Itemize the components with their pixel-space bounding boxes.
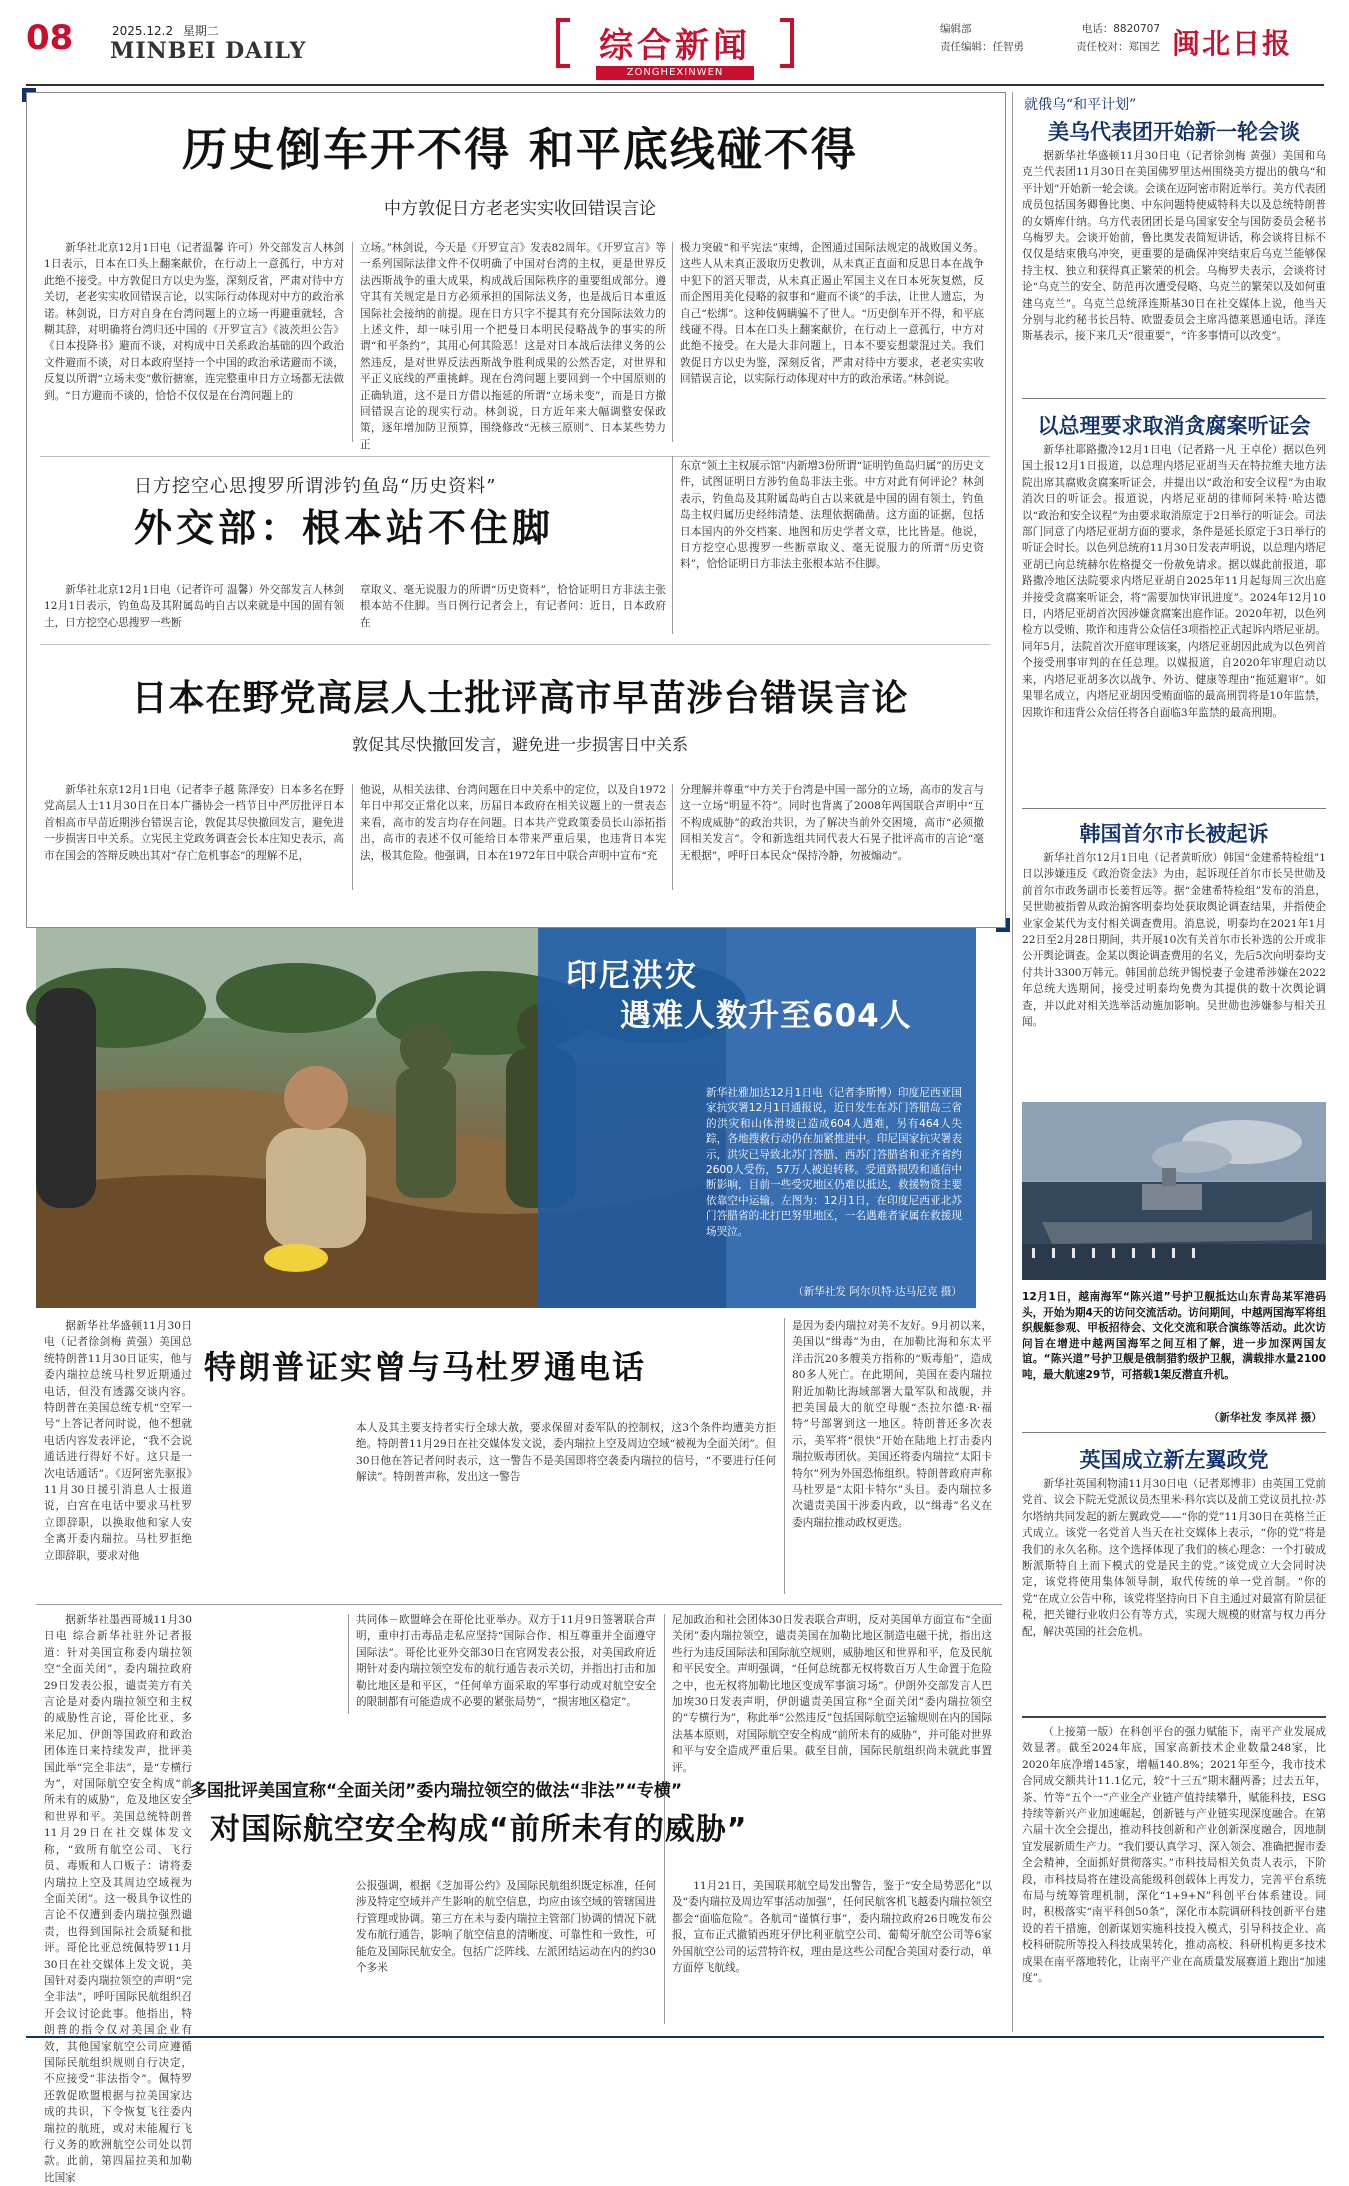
r3-body	[1022, 850, 1326, 1096]
r4-bottom-rule	[1022, 1716, 1326, 1718]
article1-col3	[680, 240, 984, 448]
article4-col3	[792, 1318, 992, 1596]
article2-col1-text: 新华社北京12月1日电（记者许可 温馨）外交部发言人林剑12月1日表示，钓鱼岛及其附属岛屿自古以来就是中国的固有领土，日方挖空心思搜罗一些断	[44, 584, 344, 629]
article2-col2	[360, 582, 666, 632]
warship-credit: （新华社发 李凤祥 摄）	[1208, 1412, 1322, 1424]
r3-body-text: 新华社首尔12月1日电（记者黄昕欣）韩国“金建希特检组”1日以涉嫌违反《政治资金法》为由，起诉现任首尔市长吴世勋及前首尔市政务副市长姜哲远等。据“金建希特检组”发布的消息，吴世勋被指曾从政治掮客明泰均处获取舆论调查结果，并指使企业家金某代为支付相关调查费用。消息说，明泰均在2021年1月22日至2月28日期间，共开展10次有关首尔市长补选的公开或非公开舆论调查。金某以舆论调查费用的名义，先后5次向明泰均支付共计3300万韩元。韩国前总统尹锡悦妻子金建希涉嫌在2022年总统大选期间，接受过明泰均免费为其提供的数十次舆论调查，并以此对相关选举活动施加影响。吴世勋也涉嫌参与相关丑闻。	[1022, 852, 1326, 1029]
article2-kicker: 日方挖空心思搜罗所谓涉钓鱼岛“历史资料”	[134, 476, 497, 497]
article1-col-divider-2	[672, 242, 673, 442]
article2-col-divider	[672, 456, 673, 634]
article5-col-divider-1	[348, 1614, 349, 1714]
article1-col1-text: 新华社北京12月1日电（记者温馨 许可）外交部发言人林剑1日表示，日本在口头上翻案献价，在行动上一意孤行，中方对此绝不接受。中方敦促日方以史为鉴，深刻反省，严肃对待中方关切，老老实实收回错误言论，以实际行动体现对中方的政治承诺。林剑说，日方对自身在台湾问题上的立场一再避重就轻，含糊其辞，对明确将台湾归还中国的《开罗宣言》《波茨坦公告》《日本投降书》避而不谈，对构成中日关系政治基础的四个政治文件避而不谈，对日本政府坚持一个中国的政治承诺避而不谈，反复以所谓“立场未变”敷衍搪塞，连完整重申日方立场都无法做到。“日方避而不谈的，恰恰不仅仅是在台湾问题上的	[44, 242, 344, 402]
page-bottom-rule	[26, 2036, 1324, 2038]
r1-body	[1022, 148, 1326, 412]
flood-caption-text: 新华社雅加达12月1日电（记者李斯博）印度尼西亚国家抗灾署12月1日通报说，近日发生在苏门答腊岛三省的洪灾和山体滑坡已造成604人遇难，另有464人失踪，各地搜救行动仍在加紧推进中。印尼国家抗灾署表示，洪灾已导致北苏门答腊、西苏门答腊省和亚齐省约2600人受伤，57万人被迫转移。受道路损毁和通信中断影响，目前一些受灾地区仍难以抵达，救援物资主要依靠空中运输。左图为：12月1日，在印度尼西亚北苏门答腊省的北打巴努里地区，一名遇难者家属在救援现场哭泣。	[706, 1087, 962, 1238]
section-bracket-left	[556, 18, 570, 68]
section-title: 综合新闻	[599, 26, 751, 66]
flood-credit: （新华社发 阿尔贝特·达马尼克 摄）	[792, 1286, 962, 1298]
warship-caption	[1022, 1290, 1326, 1408]
article1-headline: 历史倒车开不得 和平底线碰不得	[182, 123, 858, 176]
left-frame-corner-br	[996, 918, 1010, 932]
header-date	[112, 22, 219, 39]
left-frame-corner-tl	[22, 88, 36, 102]
article3-col2	[360, 782, 666, 894]
article3-col2-text: 他说，从相关法律、台湾问题在日中关系中的定位，以及自1972年日中邦交正常化以来，历届日本政府在相关议题上的一贯表态来看，高市的发言均存在问题。日本共产党政策委员长山添拓指出，高市的表述不仅可能给日本带来严重后果，也违背日本宪法，极其危险。他强调，日本在1972年日中联合声明中宣布“充	[360, 784, 666, 862]
r3-headline: 韩国首尔市长被起诉	[1079, 821, 1269, 846]
article5-kicker: 多国批评美国宣称“全面关闭”委内瑞拉领空的做法“非法”“专横”	[190, 1781, 683, 1801]
r4-headline: 英国成立新左翼政党	[1079, 1447, 1269, 1472]
article1-col1	[44, 240, 344, 448]
page-number: 08	[26, 18, 74, 58]
article3-headline: 日本在野党高层人士批评高市早苗涉台错误言论	[131, 678, 909, 719]
weekday-text: 星期二	[182, 24, 219, 38]
flood-title-line1: 印尼洪灾	[566, 958, 698, 994]
article4-bottom-rule	[36, 1604, 1002, 1605]
header-divider	[26, 84, 1324, 86]
r2-body	[1022, 442, 1326, 798]
article5-col5	[672, 1878, 992, 2026]
proofreader-label: 责任校对：郑国艺	[1076, 41, 1160, 53]
article5-headline: 对国际航空安全构成“前所未有的威胁”	[210, 1812, 748, 1847]
warship-photo	[1022, 1102, 1326, 1280]
article2-bottom-rule	[40, 644, 990, 645]
masthead-logo: 闽北日报	[1172, 27, 1293, 60]
section-bracket-right	[780, 18, 794, 68]
date-text: 2025.12.2	[112, 24, 174, 38]
article5-col1-text: 据新华社墨西哥城11月30日电 综合新华社驻外记者报道：针对美国宣称委内瑞拉领空“全面关闭”，委内瑞拉政府29日发表公报，谴责美方有关言论是对委内瑞拉领空和主权的威胁性言论，哥伦比亚、多米尼加、伊朗等国政府和政治团体连日来持续发声，批评美国此举“完全非法”，是“专横行为”，对国际航空安全构成“前所未有的威胁”，危及地区安全和世界和平。美国总统特朗普11月29日在社交媒体发文称，“致所有航空公司、飞行员、毒贩和人口贩子：请将委内瑞拉上空及其周边空域视为全面关闭”。这一极具争议性的言论不仅遭到委内瑞拉强烈谴责，也得到国际社会质疑和批评。哥伦比亚总统佩特罗11月30日在社交媒体上发文说，美国针对委内瑞拉领空的声明“完全非法”，呼吁国际民航组织召开会议讨论此事。他指出，特朗普的指令仅对美国企业有效，其他国家航空公司应遵循国际民航组织规则自行决定，不应接受“非法指令”。佩特罗还敦促欧盟根据与拉美国家达成的共识，下令恢复飞往委内瑞拉的航班，或对未能履行飞行义务的欧洲航空公司处以罚款。此前，第四届拉美和加勒比国家	[44, 1614, 192, 2184]
r1-body-text: 据新华社华盛顿11月30日电（记者徐剑梅 黄强）美国和乌克兰代表团11月30日在美国佛罗里达州围绕美方提出的俄乌“和平计划”开始新一轮会谈。会谈在迈阿密市附近举行。美方代表团成员包括国务卿鲁比奥、中东问题特使威特科夫以及总统特朗普的女婿库什纳。乌方代表团团长是乌国家安全与国防委员会秘书乌梅罗夫。会谈开始前，鲁比奥发表简短讲话，称会谈将目标不仅仅是结束俄乌冲突，更重要的是确保冲突结束后乌克兰能够保持主权、独立和获得真正繁荣的机会。乌梅罗夫表示，会谈将讨论“乌克兰的安全、防范再次遭受侵略、乌克兰的繁荣以及如何重建乌克兰”。乌克兰总统泽连斯基30日在社交媒体上说，他当天分别与北约秘书长吕特、欧盟委员会主席冯德莱恩通电话。泽连斯基表示，接下来几天“很重要”，“许多事情可以改变”。	[1022, 150, 1326, 343]
article4-headline: 特朗普证实曾与马杜罗通电话	[204, 1348, 647, 1386]
article3-col-divider-2	[672, 784, 673, 890]
article1-col2-text: 立场。”林剑说，今天是《开罗宣言》发表82周年。《开罗宣言》等一系列国际法律文件不仅明确了中国对台湾的主权，更是世界反法西斯战争的重大成果，构成战后国际秩序的重要组成部分。遵守其有关规定是日方必须承担的国际法义务，也是战后日本重返国际社会接纳的前提。现在日方只字不提其有充分国际法效力的上述文件，却一味引用一个把曼日本明民侵略战争的事实的所谓“和平条约”，其用心何其险恶！这是对日本战后法律义务的公然违反，是对世界反法西斯战争胜利成果的公然否定，对世界和平正义底线的严重挑衅。现在台湾问题上要回到一个中国原则的正确轨道，这不是日方借以拖延的所谓“立场未变”，而是日方撤回错误言论的现实行动。林剑说，日方近年来大幅调整安保政策，逐年增加防卫预算，围绕修改“无核三原则”、日本某些势力正	[360, 242, 666, 451]
article2-col1	[44, 582, 344, 632]
r1-bottom-rule	[1022, 398, 1326, 399]
phone-label: 电话：8820707	[1081, 23, 1160, 35]
article2-col3-text: 东京“领土主权展示馆”内新增3份所谓“证明钓鱼岛归属”的历史文件，试图证明日方涉钓鱼岛非法主张。中方对此有何评论？林剑表示，钓鱼岛及其附属岛屿自古以来就是中国的固有领土，钓鱼岛主权归属历史经纬清楚、法理依据确凿。这方面的证据，包括日本国内的外交档案、地图和历史学者文章，比比皆是。他说，日方挖空心思搜罗一些断章取义、毫无说服力的所谓“历史资料”，恰恰证明日方非法主张根本站不住脚。	[680, 460, 984, 571]
r4-body-text: 新华社英国利物浦11月30日电（记者郑博非）由英国工党前党首、议会下院无党派议员杰里米·科尔宾以及前工党议员扎拉·苏尔塔纳共同发起的新左翼政党——“你的党”11月30日在英格兰正式成立。该党一名党首人当天在社交媒体上表示，“你的党”将是我们的永久名称。这个选择体现了我们的核心理念：一个打破成断派斯特自上而下模式的党是民主的党。”该党成立大会同时决定，该党将使用集体领导制，取代传统的单一党首制。“你的党”在成立公告中称，该党将坚持向日下自主通过对最富有阶层征税，把关键行业收归公有等方式，实现大规模的财富与权力再分配，解决英国的社会危机。	[1022, 1478, 1326, 1638]
article5-col2	[356, 1612, 656, 1728]
article5-col5-text: 11月21日，美国联邦航空局发出警告，鉴于“安全局势恶化”以及“委内瑞拉及周边军事活动加强”，任何民航客机飞越委内瑞拉领空都会“面临危险”。各航司“谨慎行事”，委内瑞拉政府26日晚发布公报，宣布正式撤销西班牙伊比利亚航空公司、葡萄牙航空公司等6家外国航空公司的运营特许权，理由是这些公司配合美国对委行动，单方面停飞航线。	[672, 1880, 992, 1975]
article3-col1	[44, 782, 344, 894]
article4-col-divider	[784, 1318, 785, 1594]
article5-col2-text: 共同体－欧盟峰会在哥伦比亚举办。双方于11月9日签署联合声明，重申打击毒品走私应坚持“国际合作、相互尊重并全面遵守国际法”。哥伦比亚外交部30日在官网发表公报，对美国政府近期针对委内瑞拉领空发布的航行通告表示关切，并指出打击和加勒比地区是和平区，“任何单方面采取的军事行动或对航空安全的限制都有可能造成不必要的紧张局势”，“损害地区稳定”。	[356, 1614, 656, 1709]
paper-english-name: MINBEI DAILY	[110, 38, 307, 64]
r2-body-text: 新华社耶路撒冷12月1日电（记者路一凡 王卓伦）据以色列国土报12月1日报道，以总理内塔尼亚胡当天在特拉维夫地方法院出席其腐败贪腐案听证会，并提出以“政治和安全议程”为由取消次日的听证会。报道说，内塔尼亚胡的律师阿米特·哈达德以“政治和安全议程”为由要求取消原定于2日举行的听证会。司法部门同意了内塔尼亚胡方面的要求，条件是延长原定于3日举行的听证会时长。以色列总统府11月30日发表声明说，以总理内塔尼亚胡已向总统赫尔佐格提交一份赦免请求。据以媒此前报道，耶路撒冷地区法院要求内塔尼亚胡自2025年11月起每周三次出庭并接受贪腐案听证会，将“需要加快审讯进度”。2024年12月10日，内塔尼亚胡首次因涉嫌贪腐案出庭作证。2020年初，以色列检方以受贿、欺诈和违背公众信任3项指控正式起诉内塔尼亚胡。同年5月，法院首次开庭审理该案，内塔尼亚胡因此成为以色列首个接受刑事审判的在任总理。以媒报道，自2020年审理启动以来，内塔尼亚胡多次以战争、外访、健康等理由“拖延避审”。如果罪名成立，内塔尼亚胡因受贿面临的最高刑罚将是10年监禁，因欺诈和违背公众信任将各自面临3年监禁的最高刑期。	[1022, 444, 1326, 719]
flood-title-line2: 遇难人数升至604人	[620, 998, 912, 1034]
article2-col3	[680, 458, 984, 634]
article4-col2-text: 本人及其主要支持者实行全球大赦，要求保留对委军队的控制权，这3个条件均遭美方拒绝。特朗普11月29日在社交媒体发文说，委内瑞拉上空及周边空域“被视为全面关闭”。但30日他在答记者问时表示，这一警告不是美国即将空袭委内瑞拉的信号，“不要进行任何解读”。特朗普声称，发出这一警告	[356, 1422, 776, 1484]
warship-illustration	[1022, 1102, 1326, 1280]
r2-bottom-rule	[1022, 808, 1326, 809]
article3-col1-text: 新华社东京12月1日电（记者李子越 陈泽安）日本多名在野党高层人士11月30日在日本广播协会一档节目中严厉批评日本首相高市早苗近期涉台错误言论，敦促其尽快撤回发言，避免进一步损害日中关系。立宪民主党政务调查会长本庄知史表示，高市在国会的答辩反映出其对“存亡危机事态”的理解不足，	[44, 784, 344, 862]
article3-col3	[680, 782, 984, 894]
article4-col3-text: 是因为委内瑞拉对美不友好。9月初以来，美国以“缉毒”为由，在加勒比海和东太平洋击沉20多艘美方指称的“贩毒船”，造成80多人死亡。在此期间，美国在委内瑞拉附近加勒比海域部署大量军队和战舰，并把美国最大的航空母舰“杰拉尔德·R·福特”号部署到这一地区。特朗普还多次表示，美军将“很快”开始在陆地上打击委内瑞拉贩毒团伙。美国还将委内瑞拉“太阳卡特尔”列为外国恐怖组织。特朗普政府声称马杜罗是“太阳卡特尔”头目。委内瑞拉多次谴责美国干涉委内政，以“缉毒”名义在委内瑞拉推动政权更迭。	[792, 1320, 992, 1529]
article4-col2	[356, 1420, 776, 1596]
r5-body-text: （上接第一版）在科创平台的强力赋能下，南平产业发展成效显著。截至2024年底，国家高新技术企业数量248家，比2020年底净增145家，增幅140.8%；2021年至今，我市技术合同成交额共计11.1亿元，较“十三五”期末翻两番；过去五年，茶、竹等“五个一”产业全产业链产值持续攀升，赋能科技，ESG持续等新兴产业加速崛起，创新链与产业链实现深度融合。在第六届十次全会提出，推动科技创新和产业创新深度融合，因地制宜发展新质生产力。“我们要认真学习、深入领会、准确把握市委全会精神，全面抓好贯彻落实。”市科技局相关负责人表示，下阶段，市科技局将在建设高能级科创载体上再发力，完善平台系统布局与统筹管理机制，深化“1+9+N”科创平台体系建设。同时，积极落实“南平科创50条”，深化市本院调研科技创新平台建设的若干措施，创新谋划实施科技投入模式，引导科技企业、高校科研院所等投入科技成果转化，推动高校、科研机构更多技术成果在南平落地转化，让南平产业在高质量发展赛道上跑出“加速度”。	[1022, 1726, 1326, 1985]
editorial-info	[940, 20, 1160, 56]
r1-kicker: 就俄乌“和平计划”	[1024, 97, 1137, 113]
r5-body	[1022, 1724, 1326, 2024]
article1-bottom-rule	[40, 456, 990, 457]
r4-body	[1022, 1476, 1326, 1708]
editor-label: 责任编辑：任智勇	[940, 41, 1024, 53]
article2-headline: 外交部：根本站不住脚	[134, 506, 555, 550]
article4-lead-text: 据新华社华盛顿11月30日电（记者徐剑梅 黄强）美国总统特朗普11月30日证实，他与委内瑞拉总统马杜罗近期通过电话，但没有透露交谈内容。特朗普在美国总统专机“空军一号”上答记者问时说，他不想就电话内容发表评论，“我不会说通话进行得好不好。这只是一次电话通话”。《迈阿密先驱报》11月30日援引消息人士报道说，白宫在电话中要求马杜罗立即辞职，以换取他和家人安全离开委内瑞拉。马杜罗拒绝立即辞职，要求对他	[44, 1320, 192, 1562]
article3-subtitle: 敦促其尽快撤回发言，避免进一步损害日中关系	[351, 735, 688, 754]
article1-col-divider-1	[352, 242, 353, 442]
dept-label: 编辑部	[940, 23, 972, 35]
r1-headline: 美乌代表团开始新一轮会谈	[1048, 119, 1300, 144]
flood-caption	[706, 1086, 962, 1276]
article5-col4-text: 公报强调，根据《芝加哥公约》及国际民航组织既定标准，任何涉及特定空域并产生影响的航空信息，均应由该空域的管辖国进行管理或协调。第三方在未与委内瑞拉主管部门协调的情况下就发布航行通告，影响了航空信息的清晰度、可靠性和一致性，可能危及国际民航安全。包括广泛阵线、左派团结运动在内的约30个多米	[356, 1880, 656, 1975]
article1-subtitle: 中方敦促日方老老实实收回错误言论	[384, 199, 656, 219]
article1-col2	[360, 240, 666, 451]
right-column-divider	[1012, 92, 1013, 2032]
ship-bottom-rule	[1022, 1432, 1326, 1433]
article3-col-divider-1	[352, 784, 353, 890]
article2-col2-text: 章取义、毫无说服力的所谓“历史资料”，恰恰证明日方非法主张根本站不住脚。当日例行记者会上，有记者问：近日，日本政府在	[360, 584, 666, 629]
article5-col1	[44, 1612, 192, 2184]
warship-caption-text: 12月1日，越南海军“陈兴道”号护卫舰抵达山东青岛某军港码头，开始为期4天的访问交流活动。访问期间，中越两国海军将组织舰艇参观、甲板招待会、文化交流和联合演练等活动。此次访问旨在增进中越两国海军之间互相了解，进一步加深两国友谊。“陈兴道”号护卫舰是俄制猎豹级护卫舰，满载排水量2100吨，最大航速29节，可搭载1架反潜直升机。	[1022, 1291, 1326, 1381]
article4-lead	[44, 1318, 192, 1596]
article1-col3-text: 极力突破“和平宪法”束缚，企图通过国际法规定的战败国义务。这些人从未真正汲取历史教训，从未真正直面和反思日本在战争中犯下的滔天罪责，从未真正遏止军国主义在日本死灰复燃，反而企图用美化侵略的叙事和“避而不谈”的手法，让世人遗忘，为自己“松绑”。这种伎俩瞒骗不了世人。“历史倒车开不得，和平底线碰不得。日本在口头上翻案献价，在行动上一意孤行，中方对此绝不接受。在大是大非问题上，日本不要妄想蒙混过关。我们敦促日方以史为鉴，深刻反省，严肃对待中方要求，老老实实收回错误言论，以实际行动体现对中方的政治承诺。”林剑说。	[680, 242, 984, 386]
article5-col4	[356, 1878, 656, 2026]
section-english-band: ZONGHEXINWEN	[596, 66, 754, 80]
r2-headline: 以总理要求取消贪腐案听证会	[1037, 413, 1311, 438]
article3-col3-text: 分理解并尊重”中方关于台湾是中国一部分的立场，高市的发言与这一立场“明显不符”。同时也背离了2008年两国联合声明中“互不构成威胁”的政治共识，为了解决当前外交困境，高市“必须撤回相关发言”。令和新选组共同代表大石晃子批评高市的言论“毫无根据”，呼吁日本民众“保持冷静，勿被煽动”。	[680, 784, 984, 862]
article5-col3-text: 尼加政治和社会团体30日发表联合声明，反对美国单方面宣布“全面关闭”委内瑞拉领空，谴责美国在加勒比地区制造电磁干扰，指出这些行为违反国际法和国际航空规则，威胁地区和世界和平，危及民航和平民安全。声明强调，“任何总统都无权将数百万人生命置于危险之中，也无权将加勒比地区变成军事演习场”。伊朗外交部发言人巴加埃30日发表声明，伊朗谴责美国宣称“全面关闭”委内瑞拉领空的“专横行为”，称此举“公然违反”包括国际航空运输规则在内的国际法基本原则，对国际航空安全构成“前所未有的威胁”，并可能对世界和平与安全造成严重后果。截至目前，国际民航组织尚未就此事置评。	[672, 1614, 992, 1774]
